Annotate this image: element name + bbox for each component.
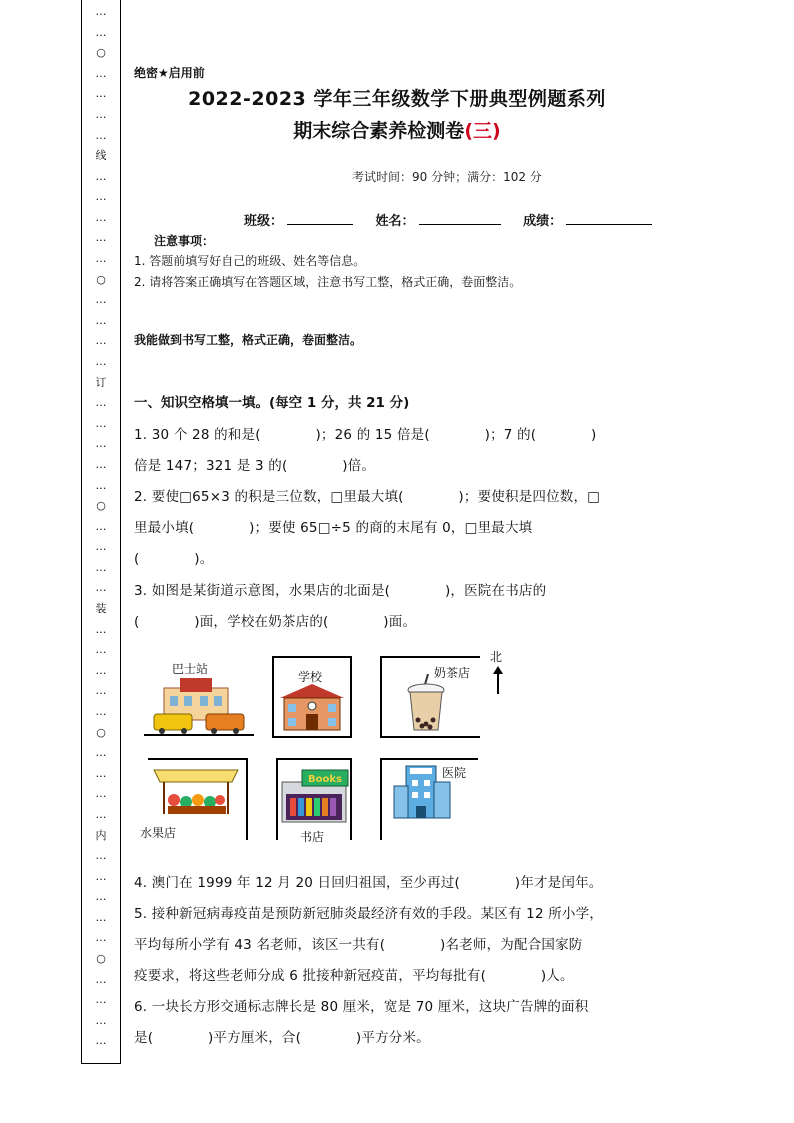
map-cell-bookstore [276, 758, 352, 844]
question-5-line-1: 5. 接种新冠病毒疫苗是预防新冠肺炎最经济有效的手段。某区有 12 所小学， [134, 906, 604, 922]
binding-char: 装 [95, 602, 107, 616]
binding-dots: … [95, 807, 107, 821]
binding-dots: … [95, 416, 107, 430]
class-label: 班级： [244, 214, 284, 229]
binding-dots: … [95, 684, 107, 698]
binding-dots: … [95, 849, 107, 863]
binding-dots: … [95, 643, 107, 657]
bus-station-icon [150, 674, 250, 734]
question-2-line-2: 里最小填( )；要使 65□÷5 的商的末尾有 0，□里最大填 [134, 520, 533, 536]
binding-dots: … [95, 252, 107, 266]
student-info-row [244, 210, 652, 229]
binding-circle: ○ [96, 499, 106, 513]
binding-dots: … [95, 931, 107, 945]
binding-dots: … [95, 66, 107, 80]
note-item: 1. 答题前填写好自己的班级、姓名等信息。 [134, 254, 366, 268]
binding-dots: … [95, 210, 107, 224]
binding-dots: … [95, 396, 107, 410]
binding-dots: … [95, 519, 107, 533]
binding-dots: … [95, 313, 107, 327]
bookstore-sign: Books [308, 774, 342, 785]
binding-dots: … [95, 478, 107, 492]
confidential-label: 绝密★启用前 [134, 66, 205, 80]
binding-dots: … [95, 581, 107, 595]
binding-circle: ○ [96, 46, 106, 60]
bookstore-icon [280, 768, 350, 824]
question-5-line-2: 平均每所小学有 43 名老师，该区一共有( )名老师，为配合国家防 [134, 937, 583, 953]
binding-dots: … [95, 787, 107, 801]
subtitle-number: (三) [464, 120, 501, 142]
binding-dots: … [95, 107, 107, 121]
page-title: 2022-2023 学年三年级数学下册典型例题系列 [188, 88, 606, 110]
binding-dots: … [95, 910, 107, 924]
binding-dots: … [95, 622, 107, 636]
binding-dots: … [95, 25, 107, 39]
question-4: 4. 澳门在 1999 年 12 月 20 日回归祖国，至少再过( )年才是闰年。 [134, 875, 603, 891]
binding-dots: … [95, 993, 107, 1007]
binding-char: 订 [95, 375, 107, 389]
school-icon [278, 682, 346, 732]
binding-dots: … [95, 190, 107, 204]
binding-dots: … [95, 334, 107, 348]
question-5-line-3: 疫要求，将这些老师分成 6 批接种新冠疫苗，平均每批有( )人。 [134, 968, 574, 984]
question-1-line-2: 倍是 147；321 是 3 的( )倍。 [134, 458, 376, 474]
map-cell-fruit-shop [140, 758, 248, 840]
binding-dots: … [95, 1013, 107, 1027]
binding-circle: ○ [96, 952, 106, 966]
question-3-line-1: 3. 如图是某街道示意图，水果店的北面是( )，医院在书店的 [134, 583, 547, 599]
map-cell-school [272, 656, 352, 738]
binding-dots: … [95, 293, 107, 307]
question-2-line-3: ( )。 [134, 551, 214, 567]
question-6-line-1: 6. 一块长方形交通标志牌长是 80 厘米，宽是 70 厘米，这块广告牌的面积 [134, 999, 589, 1015]
binding-dots: … [95, 355, 107, 368]
binding-dots: … [95, 705, 107, 718]
binding-dots: … [95, 87, 107, 101]
milk-tea-icon [406, 674, 446, 734]
binding-dots: … [95, 560, 107, 574]
question-6-line-2: 是( )平方厘米，合( )平方分米。 [134, 1030, 430, 1046]
exam-info: 考试时间：90 分钟；满分：102 分 [352, 170, 542, 184]
binding-char: 线 [95, 149, 107, 163]
binding-dots: … [95, 457, 107, 471]
binding-dots: … [95, 437, 107, 451]
score-field[interactable] [566, 212, 652, 225]
map-cell-hospital [380, 758, 478, 840]
hospital-label: 医院 [442, 766, 467, 780]
page-subtitle [0, 116, 794, 143]
school-label: 学校 [298, 670, 323, 684]
north-label: 北 [490, 650, 503, 664]
binding-dots: … [95, 128, 107, 142]
question-2-line-1: 2. 要使□65×3 的积是三位数，□里最大填( )；要使积是四位数，□ [134, 489, 601, 505]
binding-dots: … [95, 5, 107, 18]
map-cell-milk-tea [380, 656, 480, 738]
note-item: 2. 请将答案正确填写在答题区域，注意书写工整，格式正确，卷面整洁。 [134, 275, 522, 289]
north-arrow-icon [492, 666, 504, 696]
question-3-line-2: ( )面，学校在奶茶店的( )面。 [134, 614, 417, 630]
fruit-shop-label: 水果店 [140, 826, 177, 840]
binding-dots: … [95, 766, 107, 780]
binding-dots: … [95, 169, 107, 183]
name-field[interactable] [419, 212, 501, 225]
binding-dots: … [95, 972, 107, 986]
binding-dots: … [95, 869, 107, 883]
binding-dots: … [95, 746, 107, 760]
map-cell-bus-station [144, 656, 254, 736]
binding-dots: … [95, 890, 107, 904]
name-label: 姓名： [375, 214, 415, 229]
binding-dots: … [95, 663, 107, 677]
question-1-line-1: 1. 30 个 28 的和是( )；26 的 15 倍是( )；7 的( ) [134, 427, 597, 443]
binding-dots: … [95, 231, 107, 245]
fruit-shop-icon [150, 766, 242, 816]
binding-circle: ○ [96, 725, 106, 739]
street-map-figure [134, 648, 514, 848]
milk-tea-label: 奶茶店 [434, 666, 471, 680]
section-heading: 一、知识空格填一填。(每空 1 分，共 21 分) [134, 395, 410, 411]
class-field[interactable] [287, 212, 353, 225]
binding-dots: … [95, 1034, 107, 1048]
pledge-text: 我能做到书写工整，格式正确，卷面整洁。 [134, 333, 363, 347]
binding-dots: … [95, 540, 107, 554]
bookstore-label: 书店 [300, 830, 325, 844]
binding-char: 内 [95, 828, 107, 842]
notes-title: 注意事项： [154, 234, 215, 248]
score-label: 成绩： [523, 214, 563, 229]
binding-circle: ○ [96, 272, 106, 286]
subtitle-main: 期末综合素养检测卷 [293, 120, 465, 142]
bus-station-label: 巴士站 [172, 662, 209, 676]
